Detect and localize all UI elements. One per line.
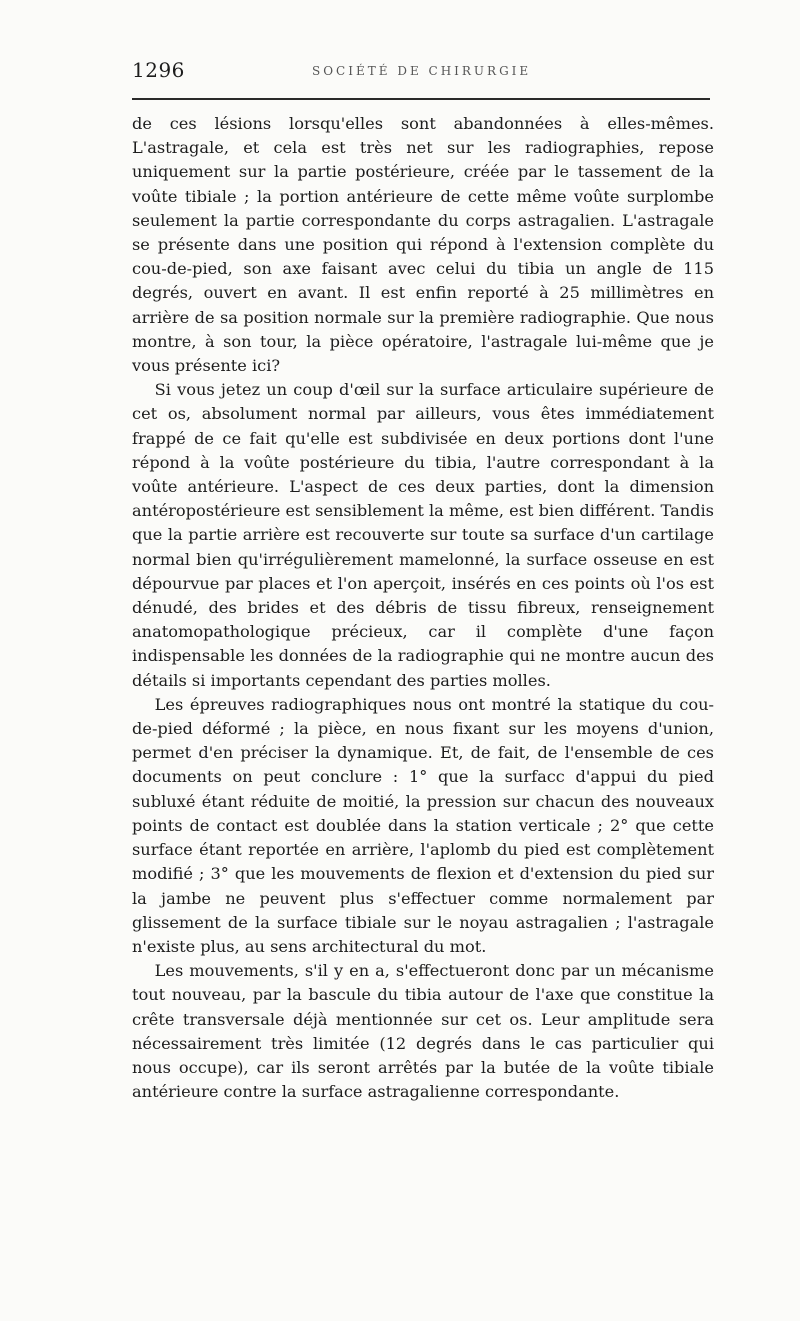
paragraph-1: de ces lésions lorsqu'elles sont abandonnées à elles-mêmes. L'astragale, et cela est très net sur les radiographies, repose uniquement sur la partie postérieure, créée par le tassement de la voûte tibiale ; la portion antérieure de cette même voûte surplombe seulement la partie correspondante du corps astragalien. L'astragale se présente dans une position qui répond à l'extension complète du cou-de-pied, son axe faisant avec celui du tibia un angle de 115 degrés, ouvert en avant. Il est enfin reporté à 25 millimètres en arrière de sa position normale sur la première radiographie. Que nous montre, à son tour, la pièce opératoire, l'astragale lui-même que je vous présente ici? <box>132 114 714 376</box>
paragraph-2: Si vous jetez un coup d'œil sur la surface articulaire supérieure de cet os, absolument normal par ailleurs, vous êtes immédiatement frappé de ce fait qu'elle est subdivisée en deux portions dont l'une répond à la voûte postérieure du tibia, l'autre correspondant à la voûte antérieure. L'aspect de ces deux parties, dont la dimension antéropostérieure est sensiblement la même, est bien différent. Tandis que la partie arrière est recouverte sur toute sa surface d'un cartilage normal bien qu'irrégulièrement mamelonné, la surface osseuse en est dépourvue par places et l'on aperçoit, insérés en ces points où l'os est dénudé, des brides et des débris de tissu fibreux, renseignement anatomopathologique précieux, car il complète d'une façon indispensable les données de la radiographie qui ne montre aucun des détails si importants cependant des parties molles. <box>132 380 714 690</box>
paragraph-4: Les mouvements, s'il y en a, s'effectueront donc par un mécanisme tout nouveau, par la bascule du tibia autour de l'axe que constitue la crête transversale déjà mentionnée sur cet os. Leur amplitude sera nécessairement très limitée (12 degrés dans le cas particulier qui nous occupe), car ils seront arrêtés par la butée de la voûte tibiale antérieure contre la surface astragalienne correspondante. <box>132 961 714 1102</box>
paragraph-3: Les épreuves radiographiques nous ont montré la statique du cou-de-pied déformé ; la pièce, en nous fixant sur les moyens d'union, permet d'en préciser la dynamique. Et, de fait, de l'ensemble de ces documents on peut conclure : 1° que la surfacc d'appui du pied subluxé étant réduite de moitié, la pression sur chacun des nouveaux points de contact est doublée dans la station verticale ; 2° que cette surface étant reportée en arrière, l'aplomb du pied est complètement modifié ; 3° que les mouvements de flexion et d'extension du pied sur la jambe ne peuvent plus s'effectuer comme normalement par glissement de la surface tibiale sur le noyau astragalien ; l'astragale n'existe plus, au sens architectural du mot. <box>132 694 714 956</box>
body-text <box>132 112 714 1104</box>
page-header <box>132 58 710 88</box>
running-head: SOCIÉTÉ DE CHIRURGIE <box>312 64 532 78</box>
header-rule <box>132 98 710 100</box>
page-number: 1296 <box>132 58 185 82</box>
